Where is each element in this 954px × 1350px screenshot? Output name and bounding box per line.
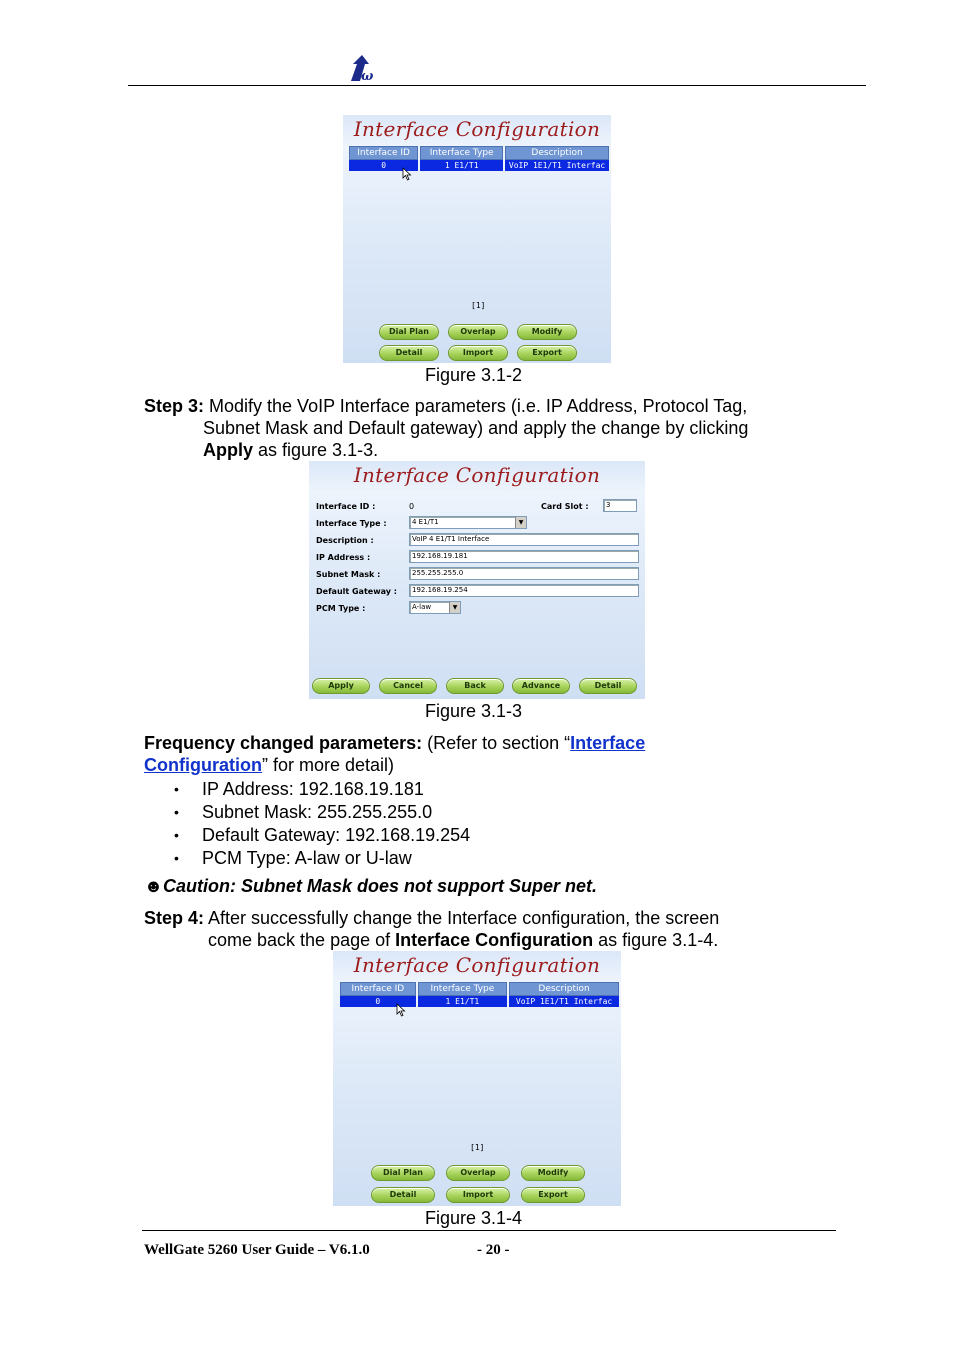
frequency-params-label: Frequency changed parameters:: [144, 733, 423, 753]
bullet-icon: •: [174, 850, 179, 866]
screenshot-title: Interface Configuration: [353, 463, 601, 487]
page-number: - 20 -: [477, 1242, 510, 1258]
screenshot-title: Interface Configuration: [353, 953, 601, 977]
dial-plan-button[interactable]: Dial Plan: [371, 1165, 435, 1181]
detail-button[interactable]: Detail: [371, 1187, 435, 1203]
step-4-line-1: [144, 908, 719, 929]
table-cell[interactable]: 1 E1/T1: [418, 996, 507, 1007]
bullet-icon: •: [174, 827, 179, 843]
figure-3-1-3-screenshot: [309, 461, 645, 699]
table-header-row: [349, 146, 609, 160]
interface-configuration-keyword: Interface Configuration: [395, 930, 594, 950]
step-label: Step 3:: [144, 396, 205, 416]
step-text: as figure 3.1-3.: [253, 440, 379, 460]
interface-configuration-link[interactable]: Interface: [570, 733, 646, 753]
refer-text: ” for more detail): [261, 755, 395, 775]
modify-button[interactable]: Modify: [517, 324, 577, 340]
figure-3-1-2-screenshot: [343, 115, 611, 363]
column-header: Interface ID: [349, 146, 418, 160]
overlap-button[interactable]: Overlap: [448, 324, 508, 340]
ip-address-label: IP Address :: [316, 553, 371, 562]
export-button[interactable]: Export: [517, 345, 577, 361]
import-button[interactable]: Import: [446, 1187, 510, 1203]
interface-type-select[interactable]: [409, 516, 527, 529]
figure-3-1-4-screenshot: [333, 951, 621, 1206]
footer-rule: [142, 1230, 836, 1231]
step-text: come back the page of: [208, 930, 396, 950]
list-item: Subnet Mask: 255.255.255.0: [202, 802, 433, 822]
table-row[interactable]: [349, 160, 609, 171]
dial-plan-button[interactable]: Dial Plan: [379, 324, 439, 340]
screenshot-title: Interface Configuration: [353, 117, 601, 141]
default-gateway-input[interactable]: 192.168.19.254: [409, 584, 639, 597]
interface-configuration-link[interactable]: Configuration: [144, 755, 262, 775]
table-cell[interactable]: VoIP 1E1/T1 Interfac: [505, 160, 609, 171]
interface-table: [347, 146, 611, 171]
advance-button[interactable]: Advance: [512, 678, 570, 694]
description-input[interactable]: VoIP 4 E1/T1 Interface: [409, 533, 639, 546]
step-4-line-2: [208, 930, 718, 951]
apply-keyword: Apply: [203, 440, 254, 460]
pager[interactable]: [1]: [471, 301, 486, 310]
figure-caption: Figure 3.1-4: [425, 1208, 523, 1228]
list-item: IP Address: 192.168.19.181: [202, 779, 424, 799]
pager[interactable]: [1]: [470, 1143, 485, 1152]
bullet-icon: •: [174, 804, 179, 820]
svg-text:ω: ω: [361, 69, 374, 83]
smiley-icon: ☻: [144, 876, 163, 896]
list-item: Default Gateway: 192.168.19.254: [202, 825, 471, 845]
step-text: After successfully change the Interface configuration, the screen: [204, 908, 720, 928]
table-cell[interactable]: VoIP 1E1/T1 Interfac: [509, 996, 619, 1007]
figure-caption: Figure 3.1-2: [425, 365, 523, 385]
table-cell[interactable]: 0: [340, 996, 416, 1007]
interface-table: [338, 982, 621, 1007]
modify-button[interactable]: Modify: [521, 1165, 585, 1181]
interface-type-label: Interface Type :: [316, 519, 387, 528]
step-3-line-2: Subnet Mask and Default gateway) and apply the change by clicking: [203, 418, 749, 438]
company-logo: [348, 55, 380, 83]
column-header: Interface ID: [340, 982, 416, 996]
card-slot-label: Card Slot :: [541, 502, 589, 511]
subnet-mask-input[interactable]: 255.255.255.0: [409, 567, 639, 580]
interface-id-value: 0: [409, 502, 415, 511]
chevron-down-icon[interactable]: ▼: [515, 517, 526, 528]
pcm-type-select[interactable]: [409, 601, 461, 614]
caution-note: [144, 876, 597, 897]
list-item: PCM Type: A-law or U-law: [202, 848, 412, 868]
ip-address-input[interactable]: 192.168.19.181: [409, 550, 639, 563]
pcm-type-label: PCM Type :: [316, 604, 366, 613]
export-button[interactable]: Export: [521, 1187, 585, 1203]
step-label: Step 4:: [144, 908, 205, 928]
apply-button[interactable]: Apply: [312, 678, 370, 694]
column-header: Description: [505, 146, 609, 160]
detail-button[interactable]: Detail: [579, 678, 637, 694]
figure-caption: Figure 3.1-3: [425, 701, 523, 721]
column-header: Interface Type: [418, 982, 507, 996]
import-button[interactable]: Import: [448, 345, 508, 361]
selected-value: 4 E1/T1: [412, 518, 439, 526]
back-button[interactable]: Back: [446, 678, 504, 694]
description-label: Description :: [316, 536, 374, 545]
cancel-button[interactable]: Cancel: [379, 678, 437, 694]
card-slot-input[interactable]: 3: [603, 499, 637, 512]
step-text: as figure 3.1-4.: [593, 930, 719, 950]
table-cell[interactable]: 0: [349, 160, 418, 171]
frequency-params-line-2: [144, 755, 394, 776]
column-header: Interface Type: [420, 146, 503, 160]
column-header: Description: [509, 982, 619, 996]
mouse-cursor-icon: [396, 1003, 406, 1017]
footer-title: WellGate 5260 User Guide – V6.1.0: [144, 1242, 370, 1258]
overlap-button[interactable]: Overlap: [446, 1165, 510, 1181]
detail-button[interactable]: Detail: [379, 345, 439, 361]
mouse-cursor-icon: [402, 167, 412, 181]
frequency-params-line-1: [144, 733, 645, 754]
selected-value: A-law: [412, 603, 432, 611]
default-gateway-label: Default Gateway :: [316, 587, 397, 596]
step-3-line-1: [144, 396, 747, 417]
step-3-line-3: [203, 440, 378, 461]
bullet-icon: •: [174, 781, 179, 797]
step-text: Modify the VoIP Interface parameters (i.e. IP Address, Protocol Tag,: [204, 396, 748, 416]
table-header-row: [340, 982, 619, 996]
refer-text: (Refer to section “: [422, 733, 571, 753]
table-cell[interactable]: 1 E1/T1: [420, 160, 503, 171]
subnet-mask-label: Subnet Mask :: [316, 570, 381, 579]
caution-text: Caution: Subnet Mask does not support Super net.: [162, 876, 597, 896]
interface-id-label: Interface ID :: [316, 502, 376, 511]
header-rule: [128, 85, 866, 86]
table-row[interactable]: [340, 996, 619, 1007]
chevron-down-icon[interactable]: ▼: [449, 602, 460, 613]
